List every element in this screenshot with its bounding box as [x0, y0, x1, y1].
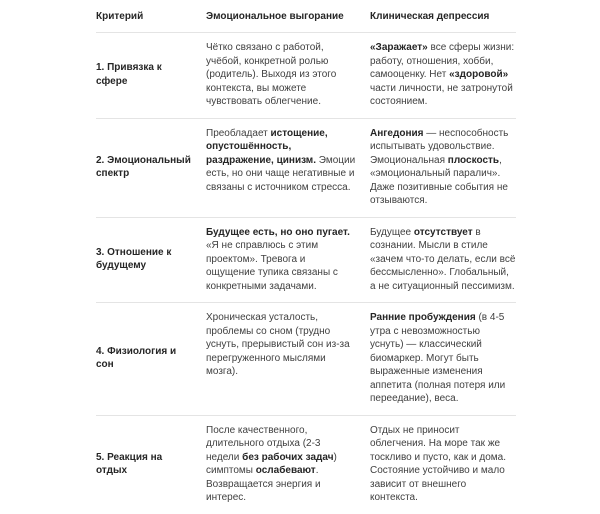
criterion-cell: 5. Реакция на отдых — [96, 451, 163, 476]
criterion-cell: 2. Эмоциональный спектр — [96, 118, 206, 217]
depression-cell: «Заражает» все сферы жизни: работу, отношения, хобби, самооценку. Нет «здоровой» части личности, не затронутой состоянием. — [370, 33, 516, 119]
table-row — [96, 303, 516, 416]
table-row — [96, 217, 516, 303]
depression-cell: Будущее отсутствует в сознании. Мысли в стиле «зачем что-то делать, если всё бессмысленно». Глобальный, а не ситуационный пессимизм. — [370, 217, 516, 303]
criterion-cell: 4. Физиология и сон — [96, 303, 206, 416]
header-depression: Клиническая депрессия — [370, 2, 516, 33]
criterion-cell: 1. Привязка к сфере — [96, 33, 206, 119]
criterion-cell: 3. Отношение к будущему — [96, 217, 206, 303]
burnout-cell: Чётко связано с работой, учёбой, конкретной ролью (родитель). Выходя из этого контекста, вы можете чувствовать облегчение. — [206, 33, 370, 119]
table-row — [96, 415, 516, 514]
burnout-cell: Будущее есть, но оно пугает. «Я не справлюсь с этим проектом». Тревога и ощущение тупика связаны с конкретными задачами. — [206, 217, 370, 303]
depression-cell: Отдых не приносит облегчения. На море так же тоскливо и пусто, как и дома. Состояние устойчиво и мало зависит от внешнего контекста. — [370, 424, 507, 503]
header-burnout: Эмоциональное выгорание — [206, 2, 370, 33]
header-row — [96, 2, 516, 33]
table-row — [96, 33, 516, 119]
comparison-table — [96, 2, 516, 514]
header-criterion: Критерий — [96, 2, 206, 33]
depression-cell: Ангедония — неспособность испытывать удовольствие. Эмоциональная плоскость, «эмоциональный паралич». Даже позитивные события не отзываются. — [370, 118, 516, 217]
depression-cell: Ранние пробуждения (в 4-5 утра с невозможностью уснуть) — классический биомаркер. Могут быть выраженные изменения аппетита (полная потеря или переедание), веса. — [370, 303, 516, 416]
burnout-vs-depression-table — [96, 2, 516, 514]
table-row — [96, 118, 516, 217]
burnout-cell: После качественного, длительного отдыха (2-3 недели без рабочих задач) симптомы ослабевают. Возвращается энергия и интерес. — [206, 424, 337, 503]
burnout-cell: Хроническая усталость, проблемы со сном (трудно уснуть, прерывистый сон из-за перегруженного мыслями мозга). — [206, 303, 370, 416]
burnout-cell: Преобладает истощение, опустошённость, раздражение, цинизм. Эмоции есть, но они чаще негативные и связаны с источником стресса. — [206, 118, 370, 217]
